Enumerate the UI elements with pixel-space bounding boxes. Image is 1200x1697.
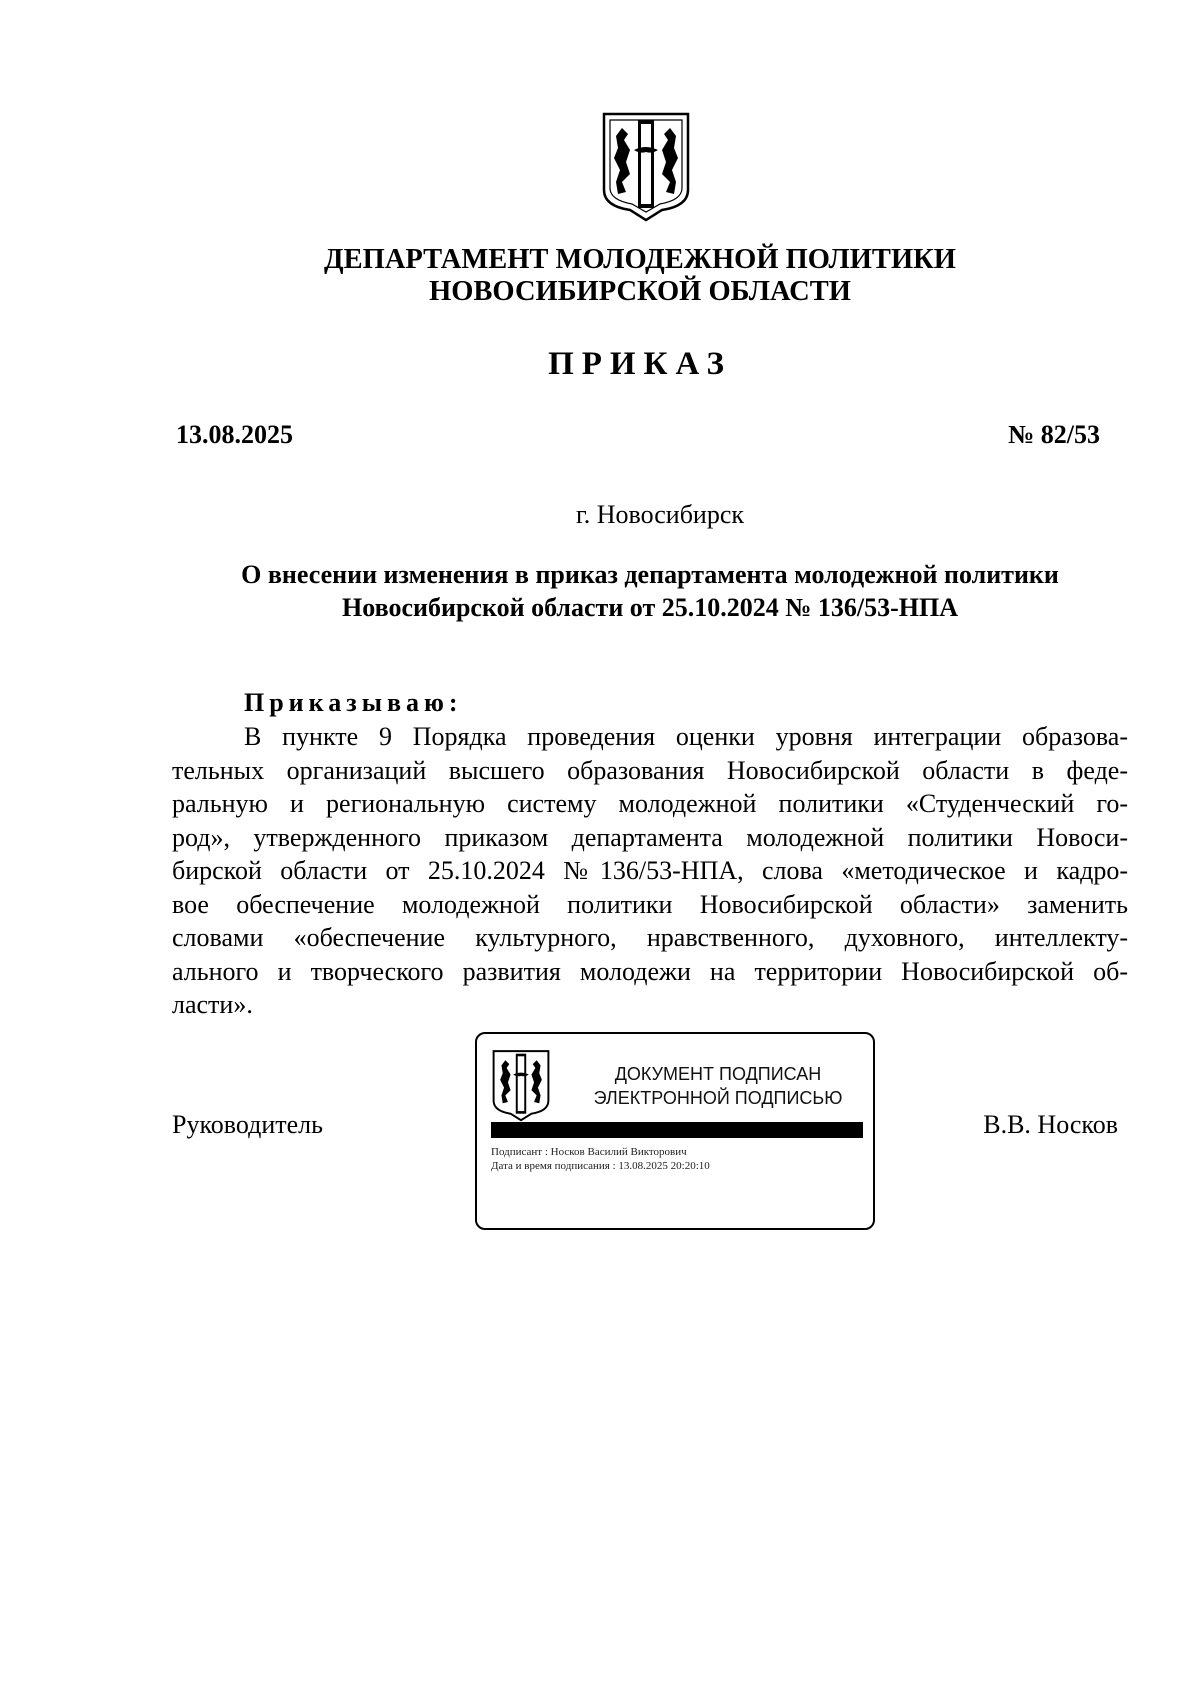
stamp-title-line1: ДОКУМЕНТ ПОДПИСАН — [614, 1064, 822, 1084]
body-line: бирской области от 25.10.2024 №136/53-НПА, слова «методическое и кадро- — [172, 856, 1128, 885]
coat-of-arms-emblem — [600, 110, 692, 222]
department-name-line2: НОВОСИБИРСКОЙ ОБЛАСТИ — [429, 276, 851, 307]
subject-line1: О внесении изменения в приказ департамента молодежной политики — [241, 560, 1059, 589]
stamp-signer: Подписант : Носков Василий Викторович — [491, 1146, 687, 1158]
body-line: В пункте 9 Порядка проведения оценки уровня интеграции образова- — [244, 722, 1128, 751]
body-line: ласти». — [172, 990, 253, 1019]
department-name-line1: ДЕПАРТАМЕНТ МОЛОДЕЖНОЙ ПОЛИТИКИ — [324, 244, 956, 275]
body-line: словами «обеспечение культурного, нравственного, духовного, интеллекту- — [172, 923, 1128, 952]
document-number: № 82/53 — [1008, 420, 1100, 449]
document-city: г. Новосибирск — [575, 500, 745, 529]
document-date: 13.08.2025 — [176, 420, 293, 449]
electronic-signature-stamp — [475, 1032, 875, 1230]
body-line: вое обеспечение молодежной политики Новосибирской области» заменить — [172, 889, 1128, 919]
document-title: ПРИКАЗ — [548, 346, 732, 382]
body-line: род», утвержденного приказом департамента молодежной политики Новоси- — [172, 822, 1128, 852]
stamp-bar — [491, 1122, 863, 1138]
body-line: ральную и региональную систему молодежной политики «Студенческий го- — [172, 789, 1128, 818]
document-subject — [170, 558, 1130, 624]
orders-label: Приказываю: — [244, 688, 463, 717]
signatory-role: Руководитель — [172, 1110, 323, 1139]
subject-line2: Новосибирской области от 25.10.2024 № 136/53-НПА — [342, 593, 958, 622]
order-body — [172, 720, 1128, 1022]
stamp-coat-of-arms-icon — [491, 1048, 551, 1122]
stamp-title-line2: ЭЛЕКТРОННОЙ ПОДПИСЬЮ — [593, 1088, 843, 1108]
stamp-signed-at: Дата и время подписания : 13.08.2025 20:20:10 — [491, 1160, 710, 1172]
body-line: тельных организаций высшего образования Новосибирской области в феде- — [172, 755, 1128, 785]
body-line: ального и творческого развития молодежи на территории Новосибирской об- — [172, 956, 1128, 986]
signatory-name: В.В. Носков — [983, 1110, 1118, 1139]
